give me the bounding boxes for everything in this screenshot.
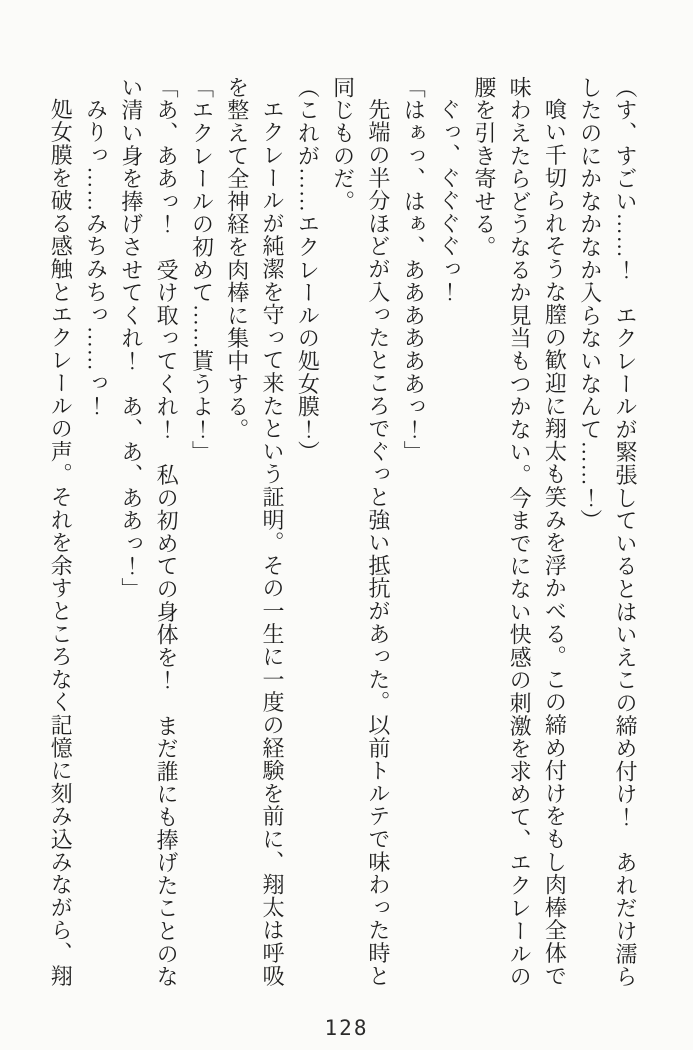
paragraph-sound-effect: ぐっ、ぐぐぐぐっ！: [436, 98, 462, 304]
paragraph-inner-thought: （これが……エクレールの処女膜！）: [295, 76, 321, 464]
paragraph-narration: 処女膜を破る感触とエクレールの声。それを余すところなく記憶に刻み込みながら、翔: [48, 98, 74, 988]
paragraph-sound-effect: みりっ……みちみちっ……っ！: [83, 98, 109, 418]
vertical-text-block: [42, 76, 643, 989]
page-number: 128: [324, 1016, 369, 1040]
paragraph-narration: 喰い千切られそうな膣の歓迎に翔太も笑みを浮かべる。この締め付けをもし肉棒全体で味わえたらどうなるか見当もつかない。今までにない快感の刺激を求めて、エクレールの腰を引き寄せる。: [471, 76, 568, 988]
paragraph-dialogue: 「エクレールの初めて……貰うよ！」: [189, 76, 215, 464]
paragraph-inner-thought: （す、すごい……！ エクレールが緊張しているとはいえこの締め付け！ あれだけ濡らしたのにかなかなか入らないなんて……！）: [577, 76, 638, 988]
paragraph-narration: エクレールが純潔を守って来たという証明。その一生に一度の経験を前に、翔太は呼吸を整えて全神経を肉棒に集中する。: [224, 76, 286, 988]
paragraph-dialogue: 「はぁっ、はぁ、ああああああっ！」: [401, 76, 427, 464]
paragraph-dialogue: 「あ、ああっ！ 受け取ってくれ！ 私の初めての身体を！ まだ誰にも捧げたことのない清い身を捧げさせてくれ！ あ、あ、ああっ！」: [118, 76, 180, 988]
paragraph-narration: 先端の半分ほどが入ったところでぐっと強い抵抗があった。以前トルテで味わった時と同じものだ。: [330, 76, 391, 988]
